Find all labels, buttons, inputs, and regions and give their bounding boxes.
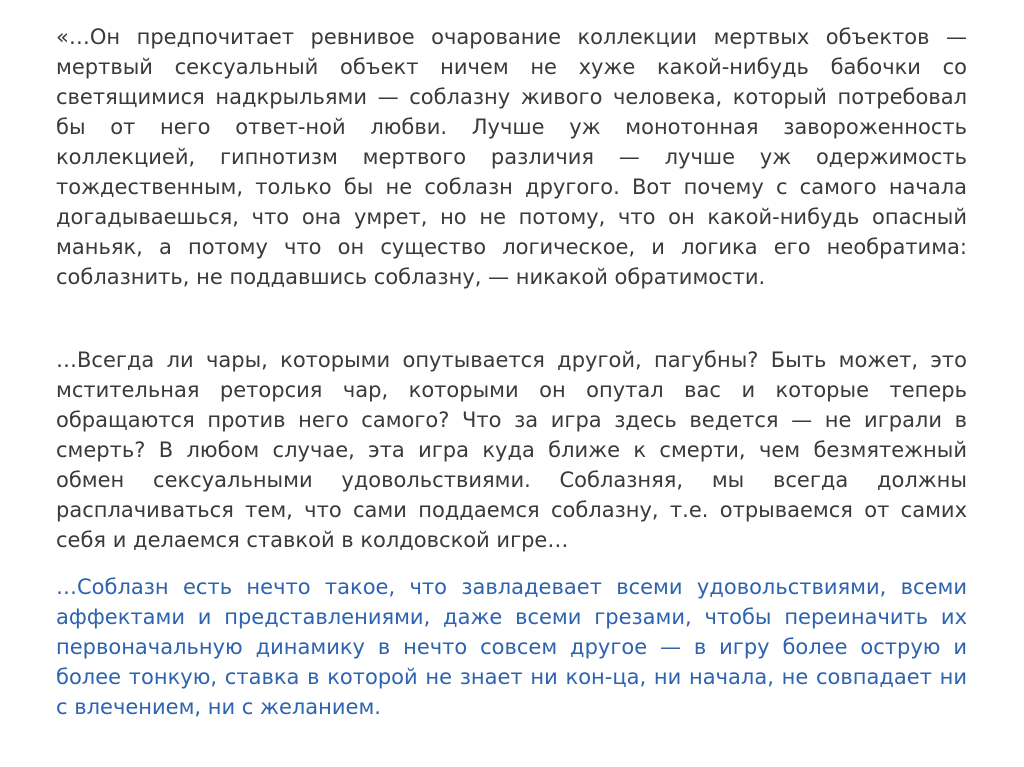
highlighted-quote-text: Соблазн есть нечто такое, что завладевает всеми удовольствиями, всеми аффектами и представлениями, даже всеми грезами, чтобы переиначить их первоначальную динамику в нечто совсем другое — в игру более острую и более тонкую, ставка в которой не знает ни кон-ца, ни начала, не совпадает ни с влечением, ни с желанием.	[56, 575, 967, 719]
ellipsis-lead: …	[56, 575, 77, 599]
quote-paragraph-3	[56, 572, 967, 722]
quote-paragraph-2: …Всегда ли чары, которыми опутывается другой, пагубны? Быть может, это мстительная реторсия чар, которыми он опутал вас и которые теперь обращаются против него самого? Что за игра здесь ведется — не играли в смерть? В любом случае, эта игра куда ближе к смерти, чем безмятежный обмен сексуальными удовольствиями. Соблазняя, мы всегда должны расплачиваться тем, что сами поддаемся соблазну, т.е. отрываемся от самих себя и делаемся ставкой в колдовской игре…	[56, 348, 967, 552]
quote-paragraph-1: «…Он предпочитает ревнивое очарование коллекции мертвых объектов — мертвый сексуальный объект ничем не хуже какой-нибудь бабочки со светящимися надкрыльями — соблазну живого человека, который потребовал бы от него ответ-ной любви. Лучше уж монотонная завороженность коллекцией, гипнотизм мертвого различия — лучше уж одержимость тождественным, только бы не соблазн другого. Вот почему с самого начала догадываешься, что она умрет, но не потому, что он какой-нибудь опасный маньяк, а потому что он существо логическое, и логика его необратима: соблазнить, не поддавшись соблазну, — никакой обратимости.	[56, 25, 967, 289]
